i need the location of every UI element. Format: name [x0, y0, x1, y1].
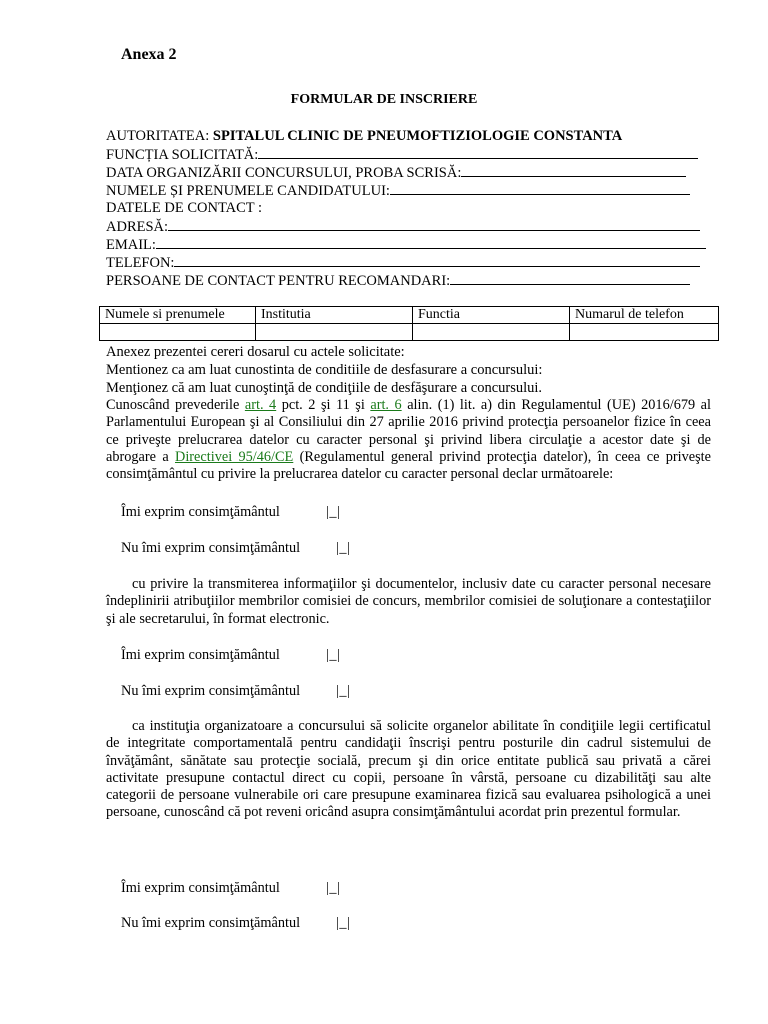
- table-header-cell: Institutia: [256, 307, 413, 324]
- contact-line: [106, 199, 262, 217]
- name-line: [106, 181, 690, 200]
- function-input[interactable]: [258, 145, 698, 159]
- function-label: FUNCȚIA SOLICITATĂ:: [106, 147, 259, 163]
- table-row: [100, 324, 719, 341]
- address-input[interactable]: [168, 217, 700, 231]
- consent-agree-label-1: Îmi exprim consimţământul: [121, 504, 280, 520]
- contact-label: DATELE DE CONTACT :: [106, 200, 263, 216]
- consent-disagree-label-3: Nu îmi exprim consimţământul: [121, 915, 301, 931]
- references-line: [106, 271, 690, 290]
- integrity-certificate-paragraph: ca instituţia organizatoare a concursului să solicite organelor abilitate în condiţiile legii certificatul de integritate comportamentală pentru candidaţii înscrişi pentru posturile din cadrul sistemului de învăţământ, sănătate sau protecţie socială, precum şi din orice entitate publică sau privată a cărei activitate presupune contactul direct cu copii, persoane în vârstă, persoane cu dizabilităţi sau alte categorii de persoane vulnerabile ori care presupune examinarea fizică sau evaluarea psihologică a unei persoane, cunoscând că pot reveni oricând asupra consimţământului acordat prin prezentul formular.: [106, 718, 711, 821]
- table-cell[interactable]: [570, 324, 719, 341]
- consent-agree-checkbox-3[interactable]: |_|: [326, 880, 341, 896]
- email-input[interactable]: [156, 235, 706, 249]
- references-table: [99, 306, 719, 341]
- name-label: NUMELE ȘI PRENUMELE CANDIDATULUI:: [106, 183, 390, 199]
- consent-agree-label-3: Îmi exprim consimţământul: [121, 880, 280, 896]
- address-line: [106, 217, 700, 236]
- phone-line: [106, 253, 700, 272]
- consent-disagree-label-2: Nu îmi exprim consimţământul: [121, 683, 301, 699]
- annex-label: Anexa 2: [121, 46, 177, 63]
- references-label: PERSOANE DE CONTACT PENTRU RECOMANDARI:: [106, 273, 451, 289]
- name-input[interactable]: [390, 181, 690, 195]
- gdpr-text: alin. (1) lit. a) din Regulamentul (UE) 2016/679 al Parlamentului European şi al Consiliului din 27 aprilie 2016 privind protecţia persoanelor fizice în ceea ce priveşte prelucrarea datelor cu caracter personal şi privind libera circulaţie a acestor date şi de abrogare a: [106, 397, 711, 465]
- gdpr-paragraph: [106, 397, 711, 483]
- email-line: [106, 235, 706, 254]
- art4-link[interactable]: art. 4: [244, 397, 277, 413]
- consent-disagree-checkbox-1[interactable]: |_|: [336, 540, 351, 556]
- authority-value: SPITALUL CLINIC DE PNEUMOFTIZIOLOGIE CONSTANTA: [212, 128, 623, 144]
- date-line: [106, 163, 686, 182]
- gdpr-text: (Regulamentul general privind protecţia datelor), în ceea ce priveşte consimţământul cu privire la prelucrarea datelor cu caracter personal declar următoarele:: [106, 448, 712, 483]
- table-header-cell: Numarul de telefon: [570, 307, 719, 324]
- statement-dossier: Anexez prezentei cereri dosarul cu actele solicitate:: [106, 344, 405, 360]
- consent-agree-checkbox-1[interactable]: |_|: [326, 504, 341, 520]
- consent-agree-label-2: Îmi exprim consimţământul: [121, 647, 280, 663]
- directive-link[interactable]: Directivei 95/46/CE: [175, 448, 294, 465]
- references-input[interactable]: [450, 271, 690, 285]
- date-label: DATA ORGANIZĂRII CONCURSULUI, PROBA SCRISĂ:: [106, 165, 462, 181]
- art6-link[interactable]: art. 6: [370, 397, 402, 413]
- table-header-row: [100, 307, 719, 324]
- gdpr-text: pct. 2 şi 11 şi: [276, 397, 371, 413]
- table-header-cell: Numele si prenumele: [100, 307, 256, 324]
- statement-conditions-2: Menţionez că am luat cunoştinţă de condiţiile de desfăşurare a concursului.: [106, 380, 543, 396]
- consent-disagree-label-1: Nu îmi exprim consimţământul: [121, 540, 301, 556]
- function-line: [106, 145, 698, 164]
- table-header-cell: Functia: [413, 307, 570, 324]
- table-cell[interactable]: [256, 324, 413, 341]
- authority-line: [106, 127, 622, 145]
- table-cell[interactable]: [100, 324, 256, 341]
- consent-disagree-checkbox-3[interactable]: |_|: [336, 915, 351, 931]
- consent-agree-checkbox-2[interactable]: |_|: [326, 647, 341, 663]
- phone-label: TELEFON:: [106, 255, 175, 271]
- date-input[interactable]: [461, 163, 686, 177]
- email-label: EMAIL:: [106, 237, 156, 253]
- authority-label: AUTORITATEA:: [106, 128, 210, 144]
- address-label: ADRESĂ:: [106, 219, 169, 235]
- electronic-transmission-paragraph: cu privire la transmiterea informaţiilor şi documentelor, inclusiv date cu caracter personal necesare îndeplinirii atribuţiilor membrilor comisiei de concurs, membrilor comisiei de soluţionare a contestaţiilor şi ale secretarului, în format electronic.: [106, 576, 711, 627]
- consent-disagree-checkbox-2[interactable]: |_|: [336, 683, 351, 699]
- table-cell[interactable]: [413, 324, 570, 341]
- gdpr-text: Cunoscând prevederile: [106, 397, 245, 413]
- statement-conditions-1: Mentionez ca am luat cunostinta de conditiile de desfasurare a concursului:: [106, 362, 543, 378]
- form-title: FORMULAR DE INSCRIERE: [290, 92, 478, 107]
- phone-input[interactable]: [174, 253, 700, 267]
